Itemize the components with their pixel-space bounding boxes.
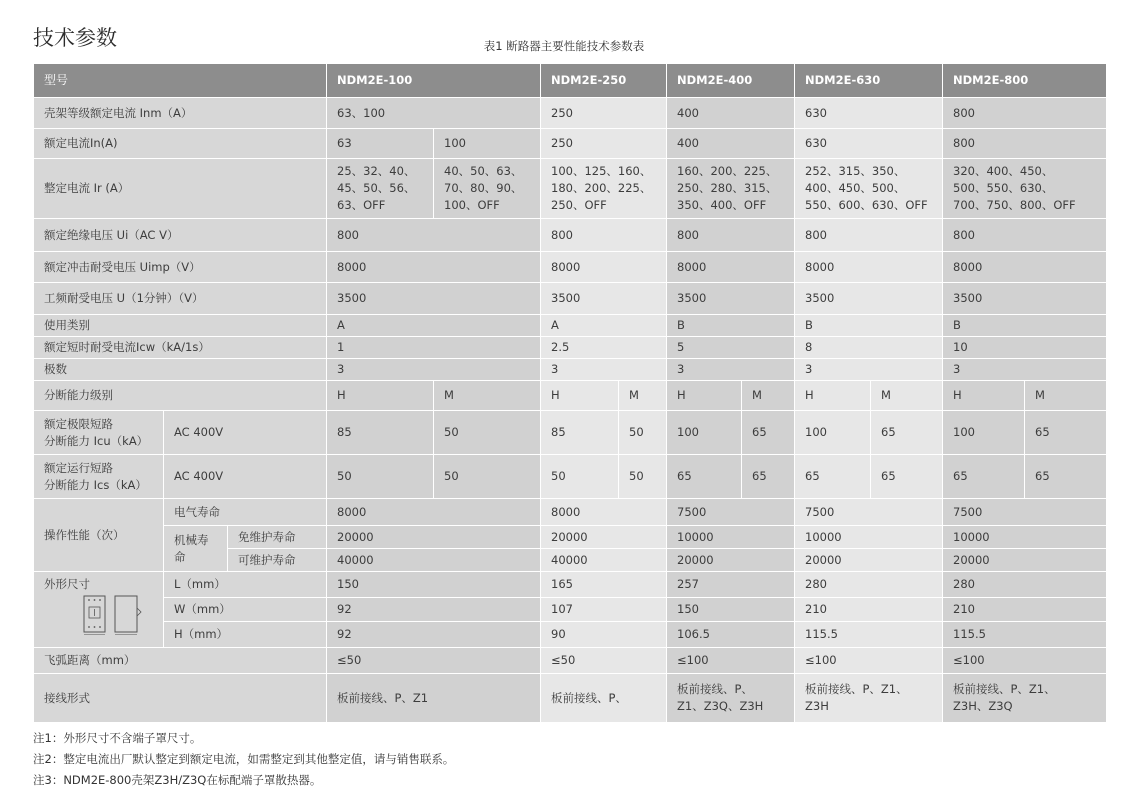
cell-value: 10000 [667, 526, 795, 549]
cell-value: 50 [434, 411, 541, 455]
cell-value: 8000 [795, 252, 943, 283]
table-row [34, 283, 1107, 315]
cell-value: 20000 [541, 526, 667, 549]
footnote: 注1：外形尺寸不含端子罩尺寸。 [33, 731, 202, 745]
cell-value: 40、50、63、 70、80、90、 100、OFF [434, 159, 541, 219]
row-label: 整定电流 Ir (A） [34, 159, 327, 219]
cell-value: 65 [667, 455, 742, 499]
cell-value: 板前接线、P、 Z1、Z3Q、Z3H [667, 674, 795, 723]
table-row [34, 129, 1107, 159]
cell-value: M [871, 381, 943, 411]
cell-value: 210 [943, 597, 1107, 622]
table-row [34, 159, 1107, 219]
sub-label: 机械寿 命 [164, 526, 228, 572]
footnote: 注2：整定电流出厂默认整定到额定电流，如需整定到其他整定值，请与销售联系。 [33, 752, 455, 766]
table-row [34, 411, 1107, 455]
header-row [34, 64, 1107, 98]
cell-value: 92 [327, 597, 541, 622]
cell-value: 100 [667, 411, 742, 455]
cell-value: 8000 [943, 252, 1107, 283]
cell-value: H [667, 381, 742, 411]
cell-value: 20000 [943, 549, 1107, 572]
cell-value: 65 [742, 411, 795, 455]
cell-value: 250 [541, 98, 667, 129]
footnote: 注3：NDM2E-800壳架Z3H/Z3Q在标配端子罩散热器。 [33, 773, 322, 787]
cell-value: 3 [327, 359, 541, 381]
voltage-label: AC 400V [164, 411, 327, 455]
cell-value: 115.5 [943, 622, 1107, 648]
cell-value: 65 [871, 455, 943, 499]
cell-value: B [667, 315, 795, 337]
cell-value: 3500 [667, 283, 795, 315]
cell-value: 5 [667, 337, 795, 359]
cell-value: 100、125、160、 180、200、225、 250、OFF [541, 159, 667, 219]
header-model: NDM2E-400 [667, 64, 795, 98]
table-row [34, 572, 1107, 598]
voltage-label: AC 400V [164, 455, 327, 499]
cell-value: 2.5 [541, 337, 667, 359]
cell-value: 7500 [795, 499, 943, 526]
cell-value: H [327, 381, 434, 411]
cell-value: 252、315、350、 400、450、500、 550、600、630、OFF [795, 159, 943, 219]
cell-value: 7500 [943, 499, 1107, 526]
cell-value: ≤100 [795, 648, 943, 674]
cell-value: A [541, 315, 667, 337]
cell-value: 210 [795, 597, 943, 622]
cell-value: B [795, 315, 943, 337]
cell-value: 800 [795, 219, 943, 252]
row-label: 操作性能（次） [34, 499, 164, 572]
cell-value: 85 [541, 411, 619, 455]
cell-value: 250 [541, 129, 667, 159]
header-model: NDM2E-630 [795, 64, 943, 98]
cell-value: 800 [943, 129, 1107, 159]
cell-value: 8000 [541, 499, 667, 526]
cell-value: 160、200、225、 250、280、315、 350、400、OFF [667, 159, 795, 219]
cell-value: 800 [943, 219, 1107, 252]
row-label: 飞弧距离（mm） [34, 648, 327, 674]
cell-value: 800 [667, 219, 795, 252]
cell-value: 20000 [795, 549, 943, 572]
cell-value: 1 [327, 337, 541, 359]
cell-value: 25、32、40、 45、50、56、 63、OFF [327, 159, 434, 219]
cell-value: B [943, 315, 1107, 337]
sub-label: H（mm） [164, 622, 327, 648]
row-label: 额定极限短路 分断能力 Icu（kA） [34, 411, 164, 455]
row-label: 额定运行短路 分断能力 Ics（kA） [34, 455, 164, 499]
row-label: 壳架等级额定电流 Inm（A） [34, 98, 327, 129]
row-label: 额定绝缘电压 Ui（AC V） [34, 219, 327, 252]
cell-value: 40000 [327, 549, 541, 572]
cell-value: 150 [667, 597, 795, 622]
cell-value: 106.5 [667, 622, 795, 648]
table-row [34, 648, 1107, 674]
cell-value: 65 [742, 455, 795, 499]
sub-label: 电气寿命 [164, 499, 327, 526]
table-row [34, 622, 1107, 648]
cell-value: 8000 [541, 252, 667, 283]
table-row [34, 98, 1107, 129]
row-label: 分断能力级别 [34, 381, 327, 411]
cell-value: 3500 [943, 283, 1107, 315]
cell-value: 90 [541, 622, 667, 648]
sub-label: 免维护寿命 [228, 526, 327, 549]
cell-value: 800 [327, 219, 541, 252]
cell-value: 85 [327, 411, 434, 455]
row-label: 使用类别 [34, 315, 327, 337]
cell-value: 107 [541, 597, 667, 622]
cell-value: 50 [434, 455, 541, 499]
cell-value: 280 [795, 572, 943, 598]
cell-value: 65 [1025, 455, 1107, 499]
table-row [34, 499, 1107, 526]
header-model: NDM2E-250 [541, 64, 667, 98]
cell-value: 150 [327, 572, 541, 598]
cell-value: 65 [1025, 411, 1107, 455]
cell-value: 3 [795, 359, 943, 381]
table-caption: 表1 断路器主要性能技术参数表 [483, 39, 645, 53]
page-title: 技术参数 [33, 26, 117, 51]
cell-value: 3 [667, 359, 795, 381]
cell-value: 10000 [943, 526, 1107, 549]
cell-value: 3500 [795, 283, 943, 315]
row-label: 工频耐受电压 U（1分钟）（V） [34, 283, 327, 315]
cell-value: 100 [434, 129, 541, 159]
cell-value: 165 [541, 572, 667, 598]
cell-value: 800 [541, 219, 667, 252]
cell-value: M [1025, 381, 1107, 411]
cell-value: 20000 [327, 526, 541, 549]
table-row [34, 455, 1107, 499]
cell-value: 20000 [667, 549, 795, 572]
cell-value: 65 [943, 455, 1025, 499]
cell-value: 100 [795, 411, 871, 455]
cell-value: 50 [541, 455, 619, 499]
cell-value: 3500 [327, 283, 541, 315]
table-row [34, 381, 1107, 411]
cell-value: 630 [795, 98, 943, 129]
cell-value: 板前接线、P、Z1、 Z3H、Z3Q [943, 674, 1107, 723]
cell-value: 630 [795, 129, 943, 159]
row-label: 额定冲击耐受电压 Uimp（V） [34, 252, 327, 283]
cell-value: A [327, 315, 541, 337]
cell-value: 65 [795, 455, 871, 499]
cell-value: 8000 [667, 252, 795, 283]
table-row [34, 252, 1107, 283]
table-row [34, 337, 1107, 359]
cell-value: 800 [943, 98, 1107, 129]
header-model: NDM2E-100 [327, 64, 541, 98]
breaker-outline-icon [82, 594, 144, 636]
table-row [34, 674, 1107, 723]
spec-table [33, 63, 1107, 723]
cell-value: 50 [619, 455, 667, 499]
cell-value: ≤50 [541, 648, 667, 674]
cell-value: 8000 [327, 252, 541, 283]
row-label: 接线形式 [34, 674, 327, 723]
cell-value: 50 [619, 411, 667, 455]
row-label: 额定电流In(A) [34, 129, 327, 159]
row-label: 额定短时耐受电流Icw（kA/1s） [34, 337, 327, 359]
cell-value: H [541, 381, 619, 411]
header-model: NDM2E-800 [943, 64, 1107, 98]
table-row [34, 315, 1107, 337]
cell-value: 115.5 [795, 622, 943, 648]
cell-value: M [619, 381, 667, 411]
cell-value: ≤100 [667, 648, 795, 674]
cell-value: ≤50 [327, 648, 541, 674]
cell-value: 400 [667, 98, 795, 129]
cell-value: 8000 [327, 499, 541, 526]
cell-value: 50 [327, 455, 434, 499]
cell-value: 板前接线、P、Z1、 Z3H [795, 674, 943, 723]
cell-value: 7500 [667, 499, 795, 526]
cell-value: 400 [667, 129, 795, 159]
table-row [34, 597, 1107, 622]
cell-value: 280 [943, 572, 1107, 598]
cell-value: 板前接线、P、 [541, 674, 667, 723]
table-row [34, 526, 1107, 549]
cell-value: 10000 [795, 526, 943, 549]
cell-value: 65 [871, 411, 943, 455]
table-row [34, 359, 1107, 381]
cell-value: ≤100 [943, 648, 1107, 674]
cell-value: 40000 [541, 549, 667, 572]
row-label: 极数 [34, 359, 327, 381]
sub-label: L（mm） [164, 572, 327, 598]
cell-value: 92 [327, 622, 541, 648]
cell-value: 63、100 [327, 98, 541, 129]
sub-label: 可维护寿命 [228, 549, 327, 572]
sub-label: W（mm） [164, 597, 327, 622]
header-model-label: 型号 [34, 64, 327, 98]
row-label [34, 572, 164, 648]
footnotes [33, 728, 454, 791]
cell-value: 3 [943, 359, 1107, 381]
cell-value: 63 [327, 129, 434, 159]
cell-value: M [742, 381, 795, 411]
cell-value: 板前接线、P、Z1 [327, 674, 541, 723]
dimension-label: 外形尺寸 [44, 577, 90, 591]
cell-value: 320、400、450、 500、550、630、 700、750、800、OFF [943, 159, 1107, 219]
cell-value: H [943, 381, 1025, 411]
cell-value: 3 [541, 359, 667, 381]
cell-value: 8 [795, 337, 943, 359]
cell-value: M [434, 381, 541, 411]
table-row [34, 219, 1107, 252]
cell-value: H [795, 381, 871, 411]
cell-value: 3500 [541, 283, 667, 315]
cell-value: 100 [943, 411, 1025, 455]
cell-value: 257 [667, 572, 795, 598]
cell-value: 10 [943, 337, 1107, 359]
